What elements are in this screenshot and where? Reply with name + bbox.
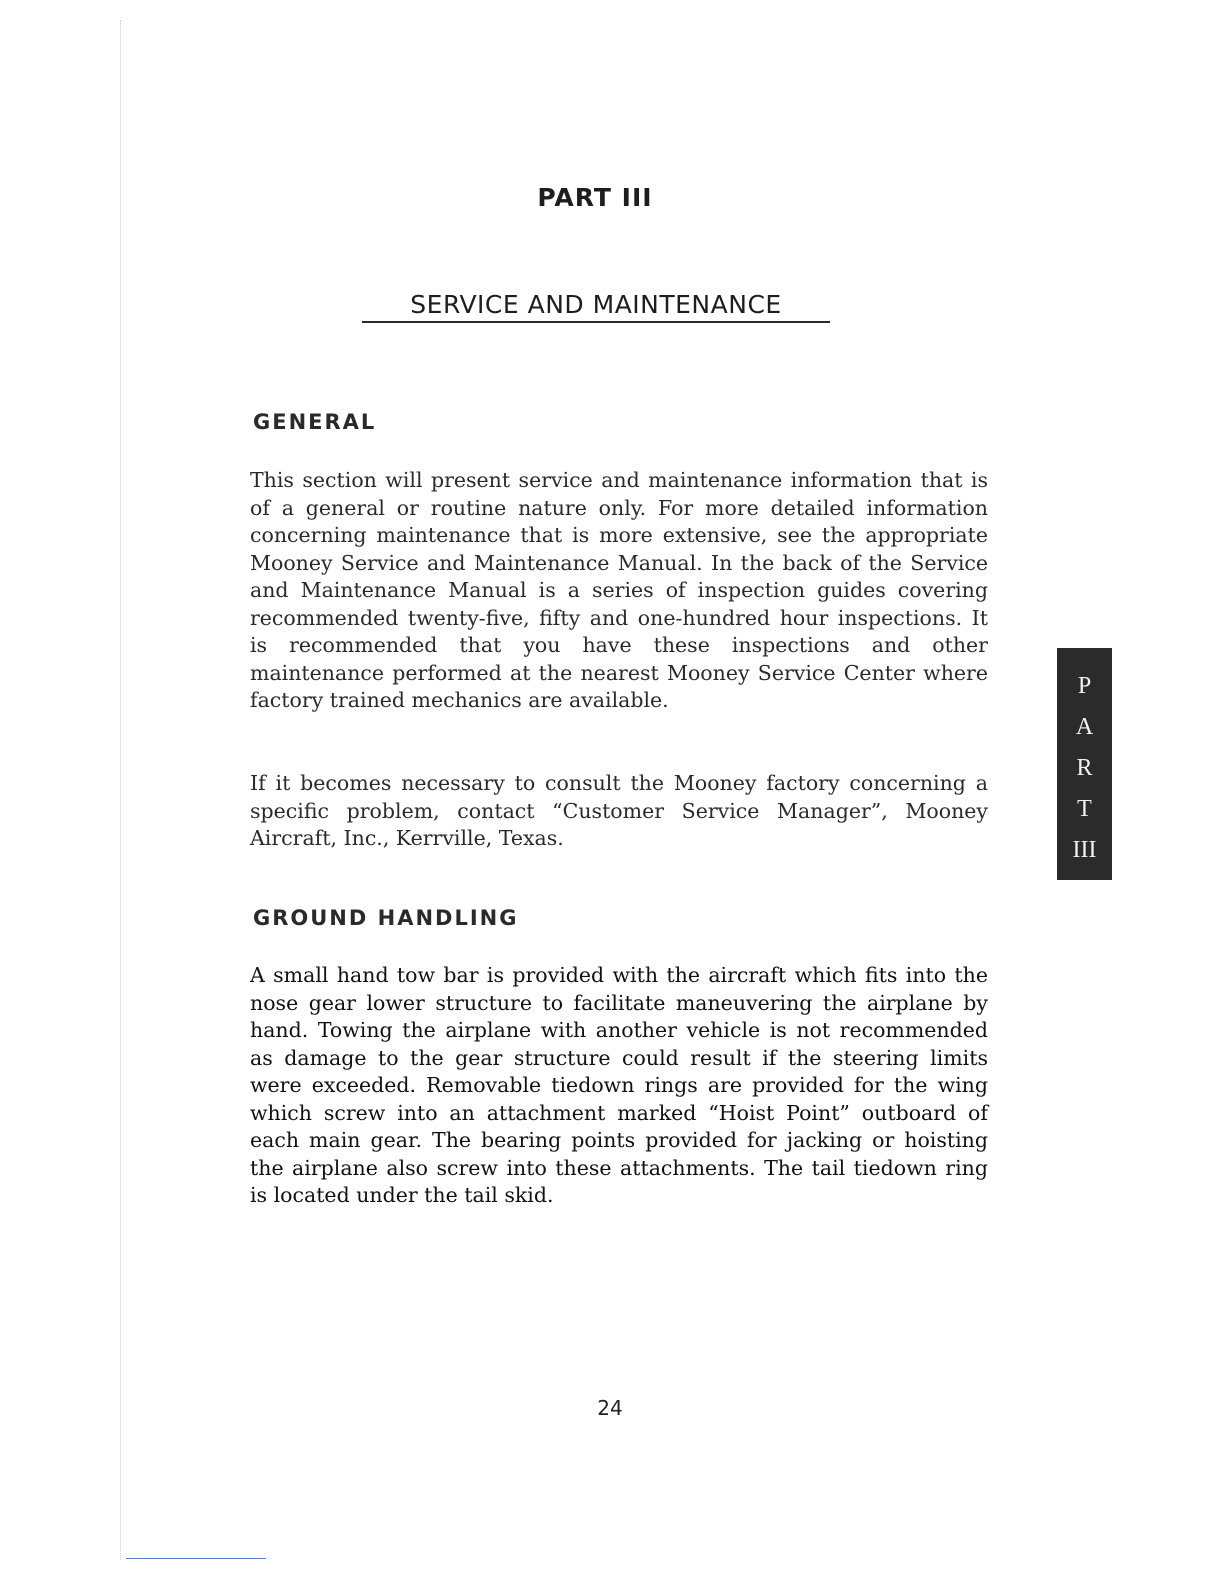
part-side-tab xyxy=(1057,648,1112,880)
side-tab-letter: P xyxy=(1077,673,1092,700)
general-paragraph-1: This section will present service and maintenance information that is of a general or routine nature only. For more detailed information concerning maintenance that is more extensive, see the appropriate Mooney Service and Maintenance Manual. In the back of the Service and Maintenance Manual is a series of inspection guides covering recommended twenty-five, fifty and one-hundred hour inspections. It is recommended that you have these inspections and other maintenance performed at the nearest Mooney Service Center where factory trained mechanics are available. xyxy=(250,468,988,712)
section-heading-general: GENERAL xyxy=(253,410,377,434)
ground-handling-paragraph: A small hand tow bar is provided with the aircraft which fits into the nose gear lower structure to facilitate maneuvering the airplane by hand. Towing the airplane with another vehicle is not recommended as damage to the gear structure could result if the steering limits were exceeded. Removable tiedown rings are provided for the wing which screw into an attachment marked “Hoist Point” outboard of each main gear. The bearing points provided for jacking or hoisting the airplane also screw into these attachments. The tail tiedown ring is located under the tail skid. xyxy=(250,963,988,1207)
page-number: 24 xyxy=(597,1396,623,1420)
section-heading-ground-handling: GROUND HANDLING xyxy=(253,906,519,930)
side-tab-letter: R xyxy=(1076,754,1093,781)
general-paragraph-2: If it becomes necessary to consult the Mooney factory concerning a specific problem, contact “Customer Service Manager”, Mooney Aircraft, Inc., Kerrville, Texas. xyxy=(250,771,988,850)
part-heading: PART III xyxy=(537,183,653,212)
side-tab-letter: T xyxy=(1077,795,1092,822)
side-tab-letter: A xyxy=(1075,714,1094,741)
page-edge-line xyxy=(120,20,121,1560)
main-title-underline xyxy=(362,290,830,323)
main-title: SERVICE AND MAINTENANCE xyxy=(410,290,782,319)
bottom-rule xyxy=(126,1558,266,1559)
side-tab-numeral: III xyxy=(1072,836,1097,863)
